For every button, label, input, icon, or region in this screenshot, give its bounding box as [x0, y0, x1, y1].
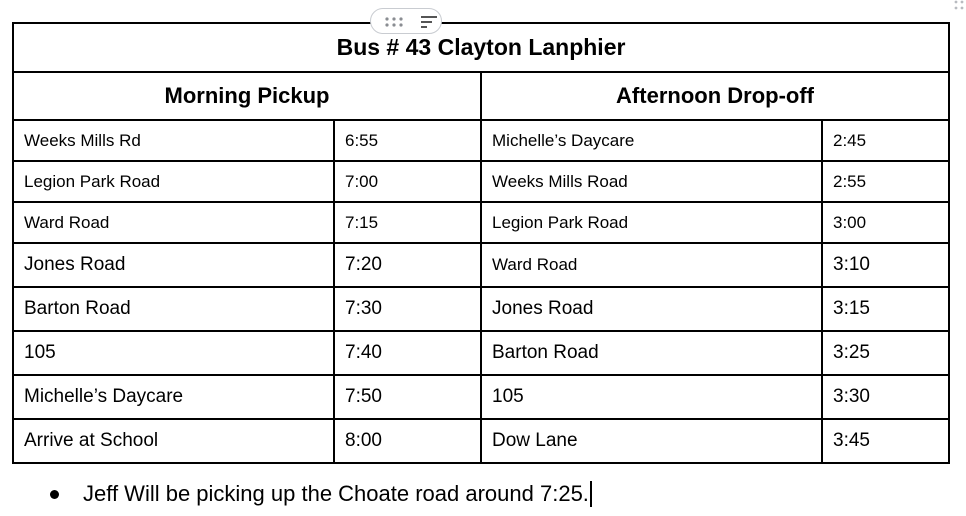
table-toolbar-handle[interactable]: [370, 8, 442, 34]
morning-stop-cell[interactable]: Barton Road: [13, 287, 334, 331]
morning-stop-cell[interactable]: Legion Park Road: [13, 161, 334, 202]
afternoon-stop-cell[interactable]: Legion Park Road: [481, 202, 822, 243]
text-cursor: [590, 481, 592, 507]
afternoon-stop-cell[interactable]: Ward Road: [481, 243, 822, 287]
morning-stop-cell[interactable]: Ward Road: [13, 202, 334, 243]
morning-time-cell[interactable]: 7:20: [334, 243, 481, 287]
table-row: [13, 202, 949, 243]
morning-time-cell[interactable]: 7:40: [334, 331, 481, 375]
morning-stop-cell[interactable]: Arrive at School: [13, 419, 334, 463]
morning-time-cell[interactable]: 8:00: [334, 419, 481, 463]
bus-schedule-table: [12, 22, 950, 464]
afternoon-time-cell[interactable]: 3:15: [822, 287, 949, 331]
morning-time-cell[interactable]: 7:15: [334, 202, 481, 243]
afternoon-stop-cell[interactable]: Michelle’s Daycare: [481, 120, 822, 161]
bullet-point-icon: [50, 490, 59, 499]
morning-time-cell[interactable]: 7:50: [334, 375, 481, 419]
table-row: [13, 243, 949, 287]
schedule-title[interactable]: Bus # 43 Clayton Lanphier: [13, 23, 949, 72]
morning-stop-cell[interactable]: Jones Road: [13, 243, 334, 287]
afternoon-time-cell[interactable]: 2:55: [822, 161, 949, 202]
afternoon-stop-cell[interactable]: Jones Road: [481, 287, 822, 331]
table-row: [13, 287, 949, 331]
morning-time-cell[interactable]: 6:55: [334, 120, 481, 161]
table-row: [13, 161, 949, 202]
bullet-note[interactable]: [50, 481, 592, 507]
afternoon-stop-cell[interactable]: 105: [481, 375, 822, 419]
afternoon-stop-cell[interactable]: Barton Road: [481, 331, 822, 375]
morning-time-cell[interactable]: 7:00: [334, 161, 481, 202]
morning-stop-cell[interactable]: Michelle’s Daycare: [13, 375, 334, 419]
drag-handle-icon[interactable]: [384, 17, 404, 27]
morning-pickup-header[interactable]: Morning Pickup: [13, 72, 481, 120]
morning-stop-cell[interactable]: Weeks Mills Rd: [13, 120, 334, 161]
afternoon-dropoff-header[interactable]: Afternoon Drop-off: [481, 72, 949, 120]
note-text[interactable]: Jeff Will be picking up the Choate road around 7:25.: [83, 481, 589, 506]
afternoon-time-cell[interactable]: 3:25: [822, 331, 949, 375]
table-row: [13, 375, 949, 419]
table-row: [13, 331, 949, 375]
afternoon-time-cell[interactable]: 3:10: [822, 243, 949, 287]
table-row: [13, 120, 949, 161]
afternoon-stop-cell[interactable]: Dow Lane: [481, 419, 822, 463]
afternoon-time-cell[interactable]: 2:45: [822, 120, 949, 161]
sort-icon[interactable]: [421, 16, 437, 28]
table-row: [13, 419, 949, 463]
afternoon-time-cell[interactable]: 3:30: [822, 375, 949, 419]
afternoon-time-cell[interactable]: 3:45: [822, 419, 949, 463]
morning-time-cell[interactable]: 7:30: [334, 287, 481, 331]
morning-stop-cell[interactable]: 105: [13, 331, 334, 375]
afternoon-time-cell[interactable]: 3:00: [822, 202, 949, 243]
more-options-icon[interactable]: [953, 0, 965, 12]
afternoon-stop-cell[interactable]: Weeks Mills Road: [481, 161, 822, 202]
